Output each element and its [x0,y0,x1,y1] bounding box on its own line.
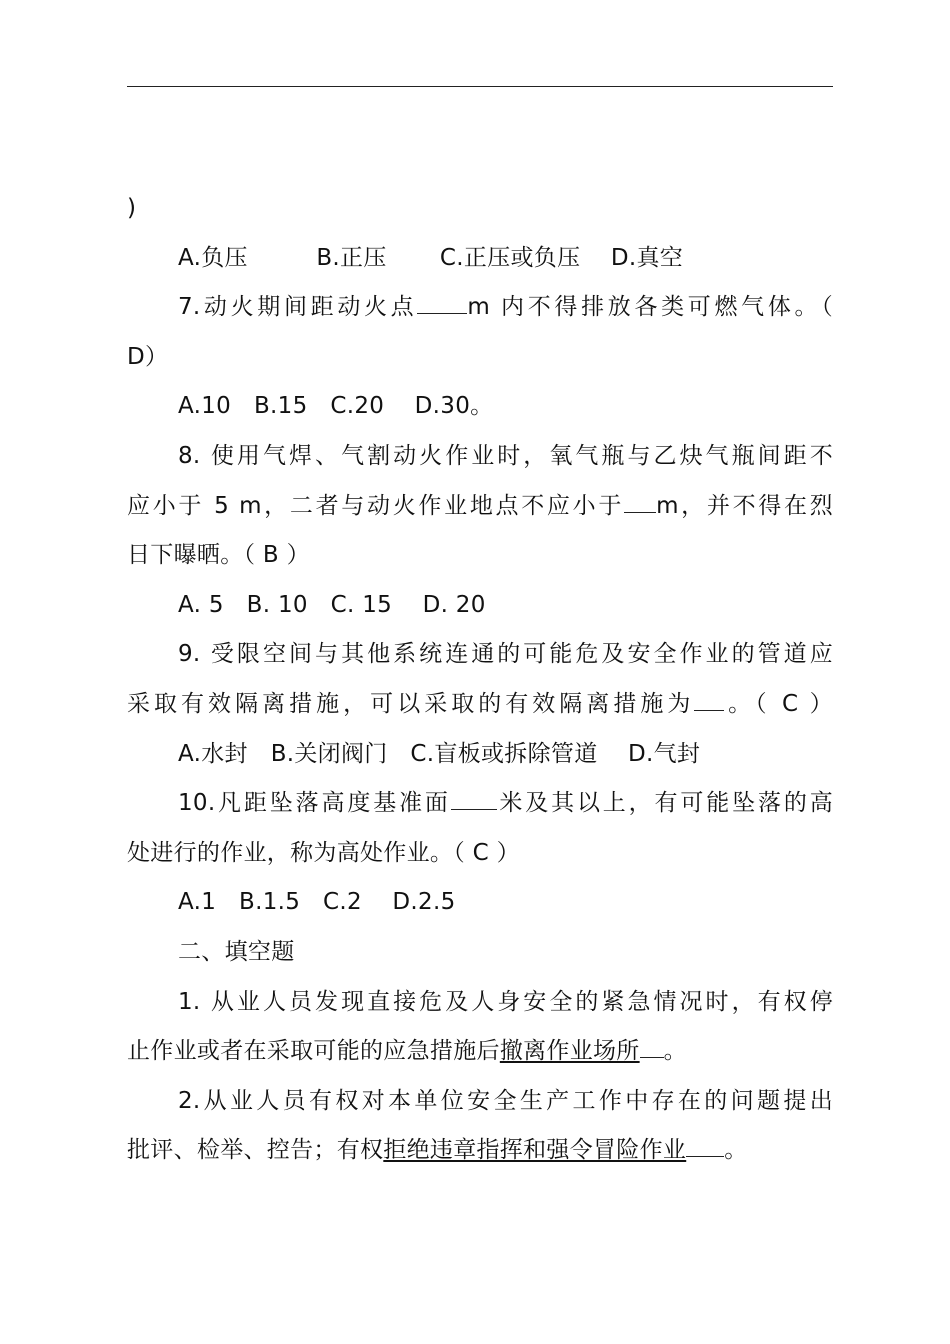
q9-text-2a: 采取有效隔离措施，可以采取的有效隔离措施为 [127,690,695,717]
tail-paren: ) [127,195,137,221]
q8-option-c: C. 15 [330,591,393,618]
q6-option-b: B.正压 [316,244,387,271]
q7-stem-line1 [127,283,833,333]
q8-option-b: B. 10 [246,591,308,618]
q8-options [127,581,833,631]
f1-text-2b: 。 [663,1038,687,1065]
q8-option-d: D. 20 [422,591,486,618]
q6-options [127,234,833,284]
f1-blank-tail [640,1037,664,1058]
f2-line1 [127,1077,833,1127]
f2-answer: 拒绝违章指挥和强令冒险作业 [383,1137,687,1164]
q7-answer: D） [127,343,169,370]
q7-option-d: D.30。 [414,393,494,420]
q10-option-c: C.2 [323,889,362,916]
q6-option-c: C.正压或负压 [439,244,581,271]
q10-blank [451,789,497,810]
f2-line2 [127,1126,833,1176]
q9-line1 [127,630,833,680]
q9-blank [694,690,724,711]
q10-text-1a: 10.凡距坠落高度基准面 [178,790,451,817]
prev-question-tail [127,184,833,234]
q7-text-b: m 内不得排放各类可燃气体。（ [467,294,833,321]
q9-options [127,730,833,780]
q7-options [127,382,833,432]
q8-text-2b: m，并不得在烈 [656,492,833,519]
q10-options [127,878,833,928]
q8-line3 [127,531,833,581]
q6-option-d: D.真空 [610,244,684,271]
q7-option-b: B.15 [253,393,308,420]
q8-blank [624,492,656,513]
q10-text-1b: 米及其以上，有可能坠落的高 [496,790,833,817]
f1-text-2a: 止作业或者在采取可能的应急措施后 [127,1038,500,1065]
q9-text-1: 9. 受限空间与其他系统连通的可能危及安全作业的管道应 [178,641,833,668]
q9-option-a: A.水封 [178,740,248,767]
f1-text-1: 1. 从业人员发现直接危及人身安全的紧急情况时，有权停 [178,988,833,1015]
q10-option-b: B.1.5 [239,889,301,916]
q6-option-a: A.负压 [178,244,248,271]
q8-line1 [127,432,833,482]
q10-text-2: 处进行的作业，称为高处作业。（ C ） [127,839,520,866]
q8-option-a: A. 5 [178,591,224,618]
f1-answer: 撤离作业场所 [499,1038,640,1065]
section2-title: 二、填空题 [178,938,295,965]
q7-option-c: C.20 [330,393,385,420]
q8-line2 [127,482,833,532]
header-rule [127,86,833,87]
f2-blank-tail [686,1136,724,1157]
q8-text-1: 8. 使用气焊、气割动火作业时，氧气瓶与乙炔气瓶间距不 [178,442,833,469]
q10-line2 [127,829,833,879]
q10-line1 [127,779,833,829]
q9-option-c: C.盲板或拆除管道 [410,740,598,767]
f2-text-1: 2.从业人员有权对本单位安全生产工作中存在的问题提出 [178,1087,833,1114]
f1-line2 [127,1027,833,1077]
q9-option-b: B.关闭阀门 [270,740,388,767]
q8-text-2a: 应小于 5 m，二者与动火作业地点不应小于 [127,492,625,519]
q7-stem-line2 [127,333,833,383]
q8-text-3: 日下曝晒。（ B ） [127,542,310,569]
q10-option-d: D.2.5 [392,889,456,916]
q7-option-a: A.10 [178,393,232,420]
q9-option-d: D.气封 [627,740,701,767]
q7-blank [417,293,467,314]
section-title-fill-in [127,928,833,978]
document-body [127,184,833,1176]
q10-option-a: A.1 [178,889,217,916]
q7-text-a: 7.动火期间距动火点 [178,294,418,321]
f2-text-2b: 。 [724,1137,748,1164]
f1-line1 [127,978,833,1028]
q9-text-2b: 。（ C ） [724,690,833,717]
q9-line2 [127,680,833,730]
f2-text-2a: 批评、检举、控告；有权 [127,1137,384,1164]
